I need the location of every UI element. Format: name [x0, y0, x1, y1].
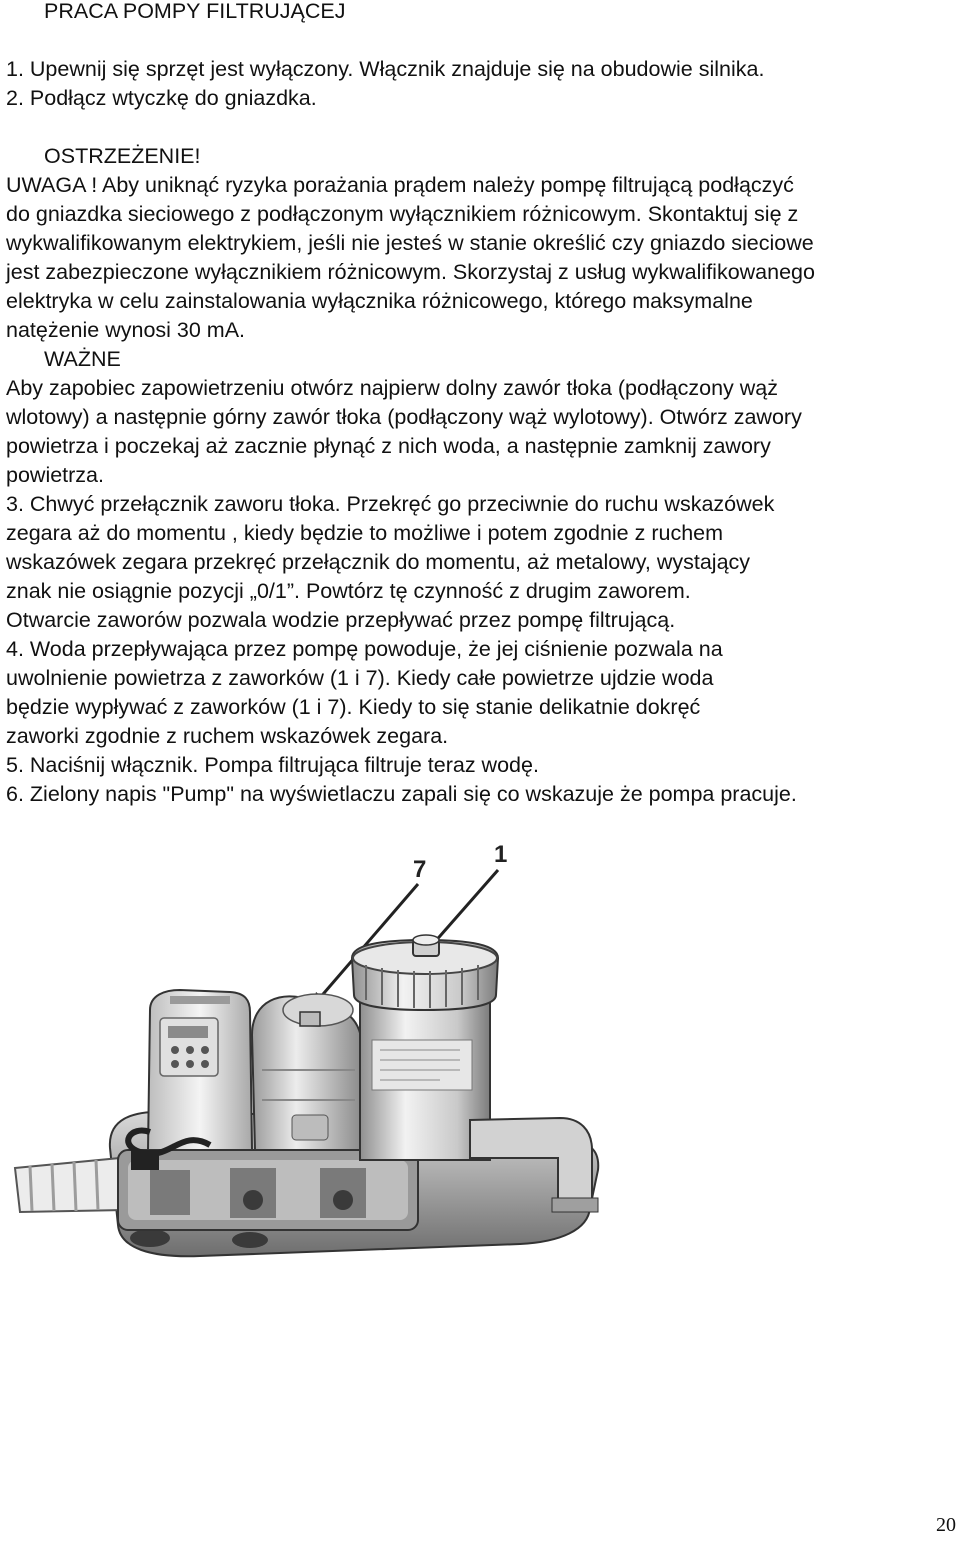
step-3-text: wskazówek zegara przekręć przełącznik do momentu, aż metalowy, wystający: [6, 550, 751, 574]
step-5: 5. Naciśnij włącznik. Pompa filtrująca filtruje teraz wodę.: [6, 753, 539, 777]
step-6: 6. Zielony napis "Pump" na wyświetlaczu zapali się co wskazuje że pompa pracuje.: [6, 782, 797, 806]
warning-text: jest zabezpieczone wyłącznikiem różnicowym. Skorzystaj z usług wykwalifikowanego: [6, 260, 815, 284]
step-1: 1. Upewnij się sprzęt jest wyłączony. Włącznik znajduje się na obudowie silnika.: [6, 57, 765, 81]
important-heading: WAŻNE: [44, 347, 121, 371]
important-text: wlotowy) a następnie górny zawór tłoka (podłączony wąż wylotowy). Otwórz zawory: [6, 405, 802, 429]
step-4-text: uwolnienie powietrza z zaworków (1 i 7). Kiedy całe powietrze ujdzie woda: [6, 666, 714, 690]
step-3-text: Otwarcie zaworów pozwala wodzie przepływać przez pompę filtrującą.: [6, 608, 676, 632]
air-release-valve-icon: [300, 1012, 320, 1026]
important-text: powietrza.: [6, 463, 104, 487]
callout-label-1: 1: [494, 841, 508, 868]
step-3: 3. Chwyć przełącznik zaworu tłoka. Przekręć go przeciwnie do ruchu wskazówek: [6, 492, 775, 516]
step-4: 4. Woda przepływająca przez pompę powoduje, że jej ciśnienie pozwala na: [6, 637, 723, 661]
page-number: 20: [936, 1514, 956, 1536]
step-2: 2. Podłącz wtyczkę do gniazdka.: [6, 86, 317, 110]
warning-text: natężenie wynosi 30 mA.: [6, 318, 246, 342]
valve-manifold: [118, 1150, 418, 1230]
warning-text: wykwalifikowanym elektrykiem, jeśli nie jesteś w stanie określić czy gniazdo sieciowe: [6, 231, 814, 255]
step-3-text: zegara aż do momentu , kiedy będzie to możliwe i potem zgodnie z ruchem: [6, 521, 724, 545]
warning-text: do gniazdka sieciowego z podłączonym wyłącznikiem różnicowym. Skontaktuj się z: [6, 202, 799, 226]
step-4-text: zaworki zgodnie z ruchem wskazówek zegara.: [6, 724, 449, 748]
warning-heading: OSTRZEŻENIE!: [44, 144, 201, 168]
warning-text: elektryka w celu zainstalowania wyłącznika różnicowego, którego maksymalne: [6, 289, 753, 313]
callout-label-7: 7: [413, 856, 427, 883]
important-text: Aby zapobiec zapowietrzeniu otwórz najpierw dolny zawór tłoka (podłączony wąż: [6, 376, 779, 400]
important-text: powietrza i poczekaj aż zacznie płynąć z nich woda, a następnie zamknij zawory: [6, 434, 771, 458]
step-4-text: będzie wypływać z zaworków (1 i 7). Kiedy to się stanie delikatnie dokręć: [6, 695, 701, 719]
step-3-text: znak nie osiągnie pozycji „0/1”. Powtórz tę czynność z drugim zaworem.: [6, 579, 691, 603]
page-heading: PRACA POMPY FILTRUJĄCEJ: [44, 0, 346, 23]
warning-text: UWAGA ! Aby uniknąć ryzyka porażania prądem należy pompę filtrującą podłączyć: [6, 173, 794, 197]
pump-illustration: [0, 835, 960, 1265]
hose: [15, 1158, 124, 1212]
